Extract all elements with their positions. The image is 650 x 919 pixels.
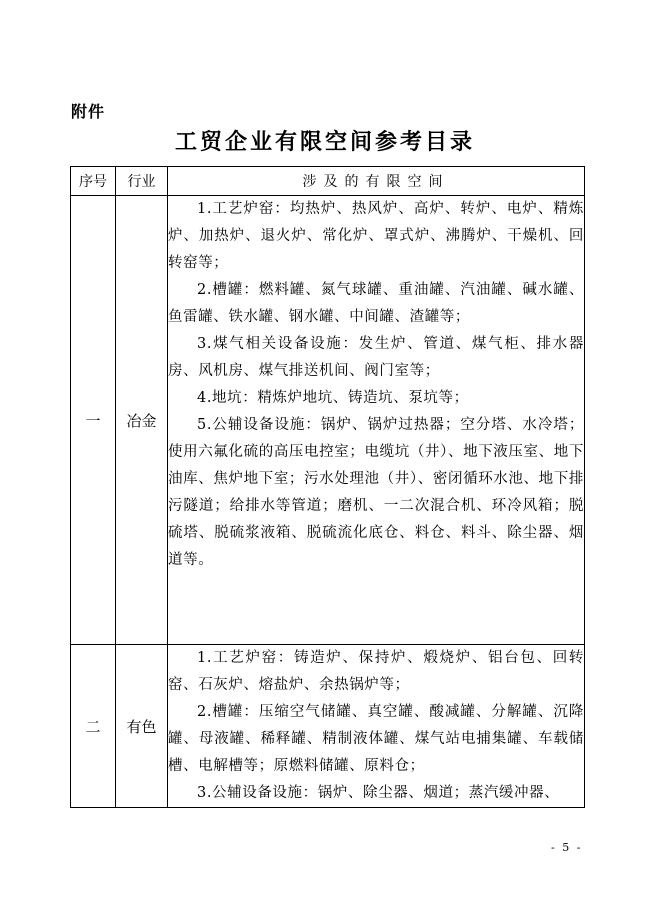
header-industry: 行业 [116, 167, 168, 196]
document-title: 工贸企业有限空间参考目录 [174, 129, 475, 155]
space-item: 4.地坑：精炼炉地坑、铸造坑、泵坑等； [197, 390, 469, 406]
table-row [71, 645, 585, 808]
row-industry: 冶金 [116, 196, 168, 645]
space-item: 2.槽罐：压缩空气储罐、真空罐、酸减罐、分解罐、沉降罐、母液罐、稀释罐、精制液体罐、煤气站电捕集罐、车载储槽、电解槽等；原燃料储罐、原料仓； [168, 704, 584, 774]
space-item: 1.工艺炉窑：均热炉、热风炉、高炉、转炉、电炉、精炼炉、加热炉、退火炉、常化炉、罩式炉、沸腾炉、干燥机、回转窑等； [168, 201, 584, 271]
space-item: 3.公辅设备设施：锅炉、除尘器、烟道；蒸汽缓冲器、 [197, 785, 560, 801]
row-spaces [168, 645, 585, 808]
row-index: 一 [71, 196, 116, 645]
header-index: 序号 [71, 167, 116, 196]
space-item: 3.煤气相关设备设施：发生炉、管道、煤气柜、排水器房、风机房、煤气排送机间、阀门室等； [168, 336, 584, 379]
attachment-label: 附件 [71, 102, 106, 121]
row-index: 二 [71, 645, 116, 808]
confined-space-catalog-table [70, 166, 585, 808]
page-number: - 5 - [551, 841, 583, 854]
row-industry: 有色 [116, 645, 168, 808]
space-item: 5.公辅设备设施：锅炉、锅炉过热器；空分塔、水冷塔；使用六氟化硫的高压电控室；电缆坑（井）、地下液压室、地下油库、焦炉地下室；污水处理池（井）、密闭循环水池、地下排污隧道；给排水等管道；磨机、一二次混合机、环冷风箱；脱硫塔、脱硫浆液箱、脱硫流化底仓、料仓、料斗、除尘器、烟道等。 [168, 417, 584, 568]
table-row [71, 196, 585, 645]
header-confined-spaces: 涉及的有限空间 [168, 167, 585, 196]
table-header-row [71, 167, 585, 196]
space-item: 2.槽罐：燃料罐、氮气球罐、重油罐、汽油罐、碱水罐、鱼雷罐、铁水罐、钢水罐、中间罐、渣罐等； [168, 282, 584, 325]
space-item: 1.工艺炉窑：铸造炉、保持炉、煅烧炉、铝台包、回转窑、石灰炉、熔盐炉、余热锅炉等； [168, 650, 584, 693]
row-spaces [168, 196, 585, 645]
